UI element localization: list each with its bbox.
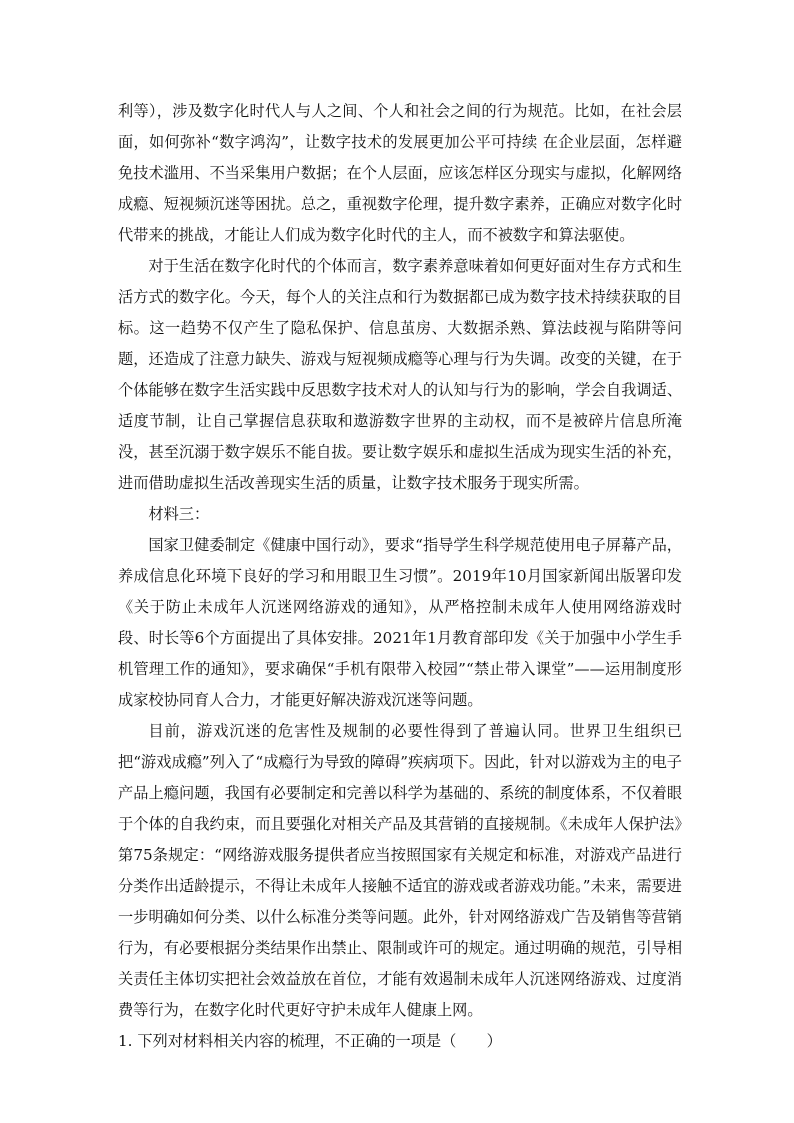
document-body [118, 96, 682, 1057]
paragraph-continuation: 利等），涉及数字化时代人与人之间、个人和社会之间的行为规范。比如，在社会层面，如何弥补“数字鸿沟”，让数字技术的发展更加公平可持续 在企业层面，怎样避免技术滥用、不当采集用户数据；在个人层面，应该怎样区分现实与虚拟，化解网络成瘾、短视频沉迷等困扰。总之，重视数字伦理，提升数字素养，正确应对数字化时代带来的挑战，才能让人们成为数字化时代的主人，而不被数字和算法驱使。 [118, 102, 682, 244]
paragraph-digital-literacy: 对于生活在数字化时代的个体而言，数字素养意味着如何更好面对生存方式和生活方式的数字化。今天，每个人的关注点和行为数据都已成为数字技术持续获取的目标。这一趋势不仅产生了隐私保护、信息茧房、大数据杀熟、算法歧视与陷阱等问题，还造成了注意力缺失、游戏与短视频成瘾等心理与行为失调。改变的关键，在于个体能够在数字生活实践中反思数字技术对人的认知与行为的影响，学会自我调适、适度节制，让自己掌握信息获取和遨游数字世界的主动权，而不是被碎片信息所淹没，甚至沉溺于数字娱乐不能自拔。要让数字娱乐和虚拟生活成为现实生活的补充，进而借助虚拟生活改善现实生活的质量，让数字技术服务于现实所需。 [118, 257, 682, 492]
question-1: 1. 下列对材料相关内容的梳理，不正确的一项是（ ） [118, 1032, 502, 1050]
section-heading-material-three: 材料三： [148, 505, 210, 523]
paragraph-regulation: 目前，游戏沉迷的危害性及规制的必要性得到了普遍认同。世界卫生组织已把“游戏成瘾”列入了“成瘾行为导致的障碍”疾病项下。因此，针对以游戏为主的电子产品上瘾问题，我国有必要制定和完善以科学为基础的、系统的制度体系，不仅着眼于个体的自我约束，而且要强化对相关产品及其营销的直接规制。《未成年人保护法》第75条规定：“网络游戏服务提供者应当按照国家有关规定和标准，对游戏产品进行分类作出适龄提示，不得让未成年人接触不适宜的游戏或者游戏功能。”未来，需要进一步明确如何分类、以什么标准分类等问题。此外，针对网络游戏广告及销售等营销行为，有必要根据分类结果作出禁止、限制或许可的规定。通过明确的规范，引导相关责任主体切实把社会效益放在首位，才能有效遏制未成年人沉迷网络游戏、过度消费等行为，在数字化时代更好守护未成年人健康上网。 [118, 722, 682, 1019]
paragraph-policy: 国家卫健委制定《健康中国行动》，要求“指导学生科学规范使用电子屏幕产品，养成信息化环境下良好的学习和用眼卫生习惯”。2019年10月国家新闻出版署印发《关于防止未成年人沉迷网络游戏的通知》，从严格控制未成年人使用网络游戏时段、时长等6个方面提出了具体安排。2021年1月教育部印发《关于加强中小学生手机管理工作的通知》，要求确保“手机有限带入校园”“禁止带入课堂”——运用制度形成家校协同育人合力，才能更好解决游戏沉迷等问题。 [118, 536, 682, 709]
